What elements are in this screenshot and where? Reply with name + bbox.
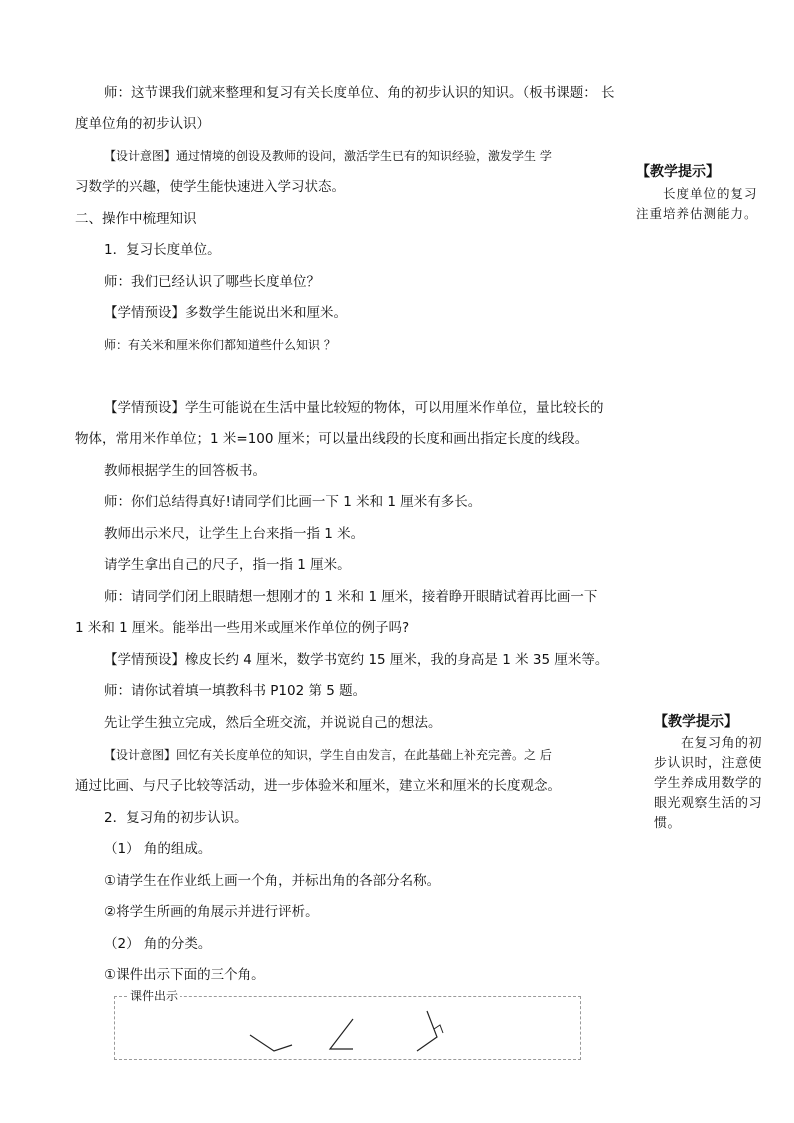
paragraph-line: 【设计意图】回忆有关长度单位的知识，学生自由发言，在此基础上补充完善。之 后	[104, 748, 552, 762]
paragraph-line: 先让学生独立完成，然后全班交流，并说说自己的想法。	[104, 715, 442, 731]
teaching-tip-text: 在复习角的初步认识时，注意使学生养成用数学的眼光观察生活的习惯。	[654, 736, 763, 831]
paragraph-line: 【学情预设】多数学生能说出米和厘米。	[104, 305, 347, 321]
paragraph-line: 师：你们总结得真好!请同学们比画一下 1 米和 1 厘米有多长。	[104, 494, 482, 510]
paragraph-line: 度单位角的初步认识）	[75, 116, 210, 132]
paragraph-line: 教师出示米尺，让学生上台来指一指 1 米。	[104, 526, 365, 542]
teaching-tip-title: 【教学提示】	[654, 714, 738, 730]
acute-angle	[330, 1019, 353, 1049]
paragraph-line: ②将学生所画的角展示并进行评析。	[104, 904, 319, 920]
paragraph-line: 【学情预设】学生可能说在生活中量比较短的物体，可以用厘米作单位，量比较长的	[104, 400, 604, 416]
paragraph-line: （1） 角的组成。	[104, 841, 212, 857]
paragraph-line: 师：请你试着填一填教科书 P102 第 5 题。	[104, 683, 367, 699]
paragraph-line: 请学生拿出自己的尺子，指一指 1 厘米。	[104, 557, 351, 573]
paragraph-line: 师：请同学们闭上眼睛想一想刚才的 1 米和 1 厘米，接着睁开眼睛试着再比画一下	[104, 589, 598, 605]
paragraph-line: 1 米和 1 厘米。能举出一些用米或厘米作单位的例子吗?	[75, 620, 410, 636]
paragraph-line: 通过比画、与尺子比较等活动，进一步体验米和厘米，建立米和厘米的长度观念。	[75, 778, 561, 794]
figure-label: 课件出示	[130, 989, 179, 1003]
angles-figure	[114, 996, 580, 1059]
paragraph-line: 【学情预设】橡皮长约 4 厘米，数学书宽约 15 厘米，我的身高是 1 米 35 厘米等。	[104, 652, 609, 668]
paragraph-line: 习数学的兴趣，使学生能快速进入学习状态。	[75, 179, 345, 195]
subsection-heading: 1．复习长度单位。	[104, 242, 221, 258]
paragraph-line: 教师根据学生的回答板书。	[104, 463, 266, 479]
paragraph-line: 师：有关米和厘米你们都知道些什么知识 ？	[104, 338, 336, 352]
section-heading: 二、操作中梳理知识	[75, 211, 197, 227]
paragraph-line: 师：我们已经认识了哪些长度单位？	[104, 274, 320, 290]
right-angle	[417, 1011, 437, 1051]
teaching-tip-text: 长度单位的复习注重培养估测能力。	[636, 186, 758, 221]
subsection-heading: 2．复习角的初步认识。	[104, 810, 248, 826]
teaching-tip-title: 【教学提示】	[636, 164, 720, 180]
paragraph-line: 物体，常用米作单位；1 米=100 厘米；可以量出线段的长度和画出指定长度的线段。	[75, 431, 589, 447]
paragraph-line: （2） 角的分类。	[104, 936, 212, 952]
paragraph-line: 【设计意图】通过情境的创设及教师的设问，激活学生已有的知识经验，激发学生 学	[104, 149, 552, 163]
paragraph-line: ①请学生在作业纸上画一个角，并标出角的各部分名称。	[104, 873, 441, 889]
paragraph-line: ①课件出示下面的三个角。	[104, 967, 265, 983]
paragraph-line: 师：这节课我们就来整理和复习有关长度单位、角的初步认识的知识。（板书课题： 长	[104, 85, 615, 101]
obtuse-angle	[250, 1035, 292, 1051]
